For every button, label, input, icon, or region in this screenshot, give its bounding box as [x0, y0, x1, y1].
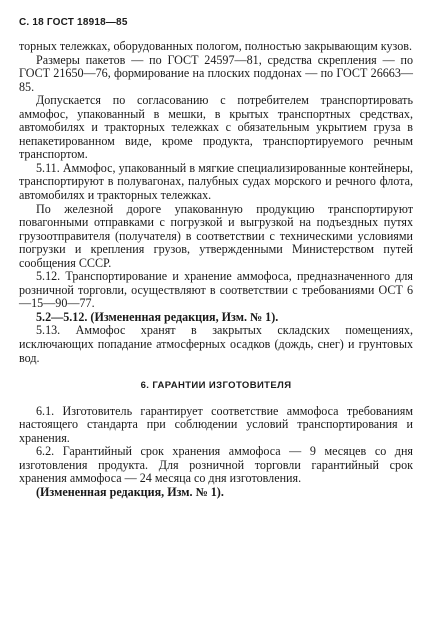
paragraph-6-1: 6.1. Изготовитель гарантирует соответствие аммофоса требованиям настоящего стандарта при соблюдении условий транспортирования и хранения. [19, 403, 413, 445]
paragraph-6-2: 6.2. Гарантийный срок хранения аммофоса — 9 месяцев со дня изготовления продукта. Для розничной торговли гарантийный срок хранения аммофоса — 24 месяца со дня изготовления. [19, 444, 413, 486]
page-content [19, 40, 413, 500]
page-header: С. 18 ГОСТ 18918—85 [19, 17, 128, 28]
paragraph-package-sizes: Размеры пакетов — по ГОСТ 24597—81, средства скрепления — по ГОСТ 21650—76, формирование на плоских поддонах — по ГОСТ 26663—85. [19, 52, 413, 94]
paragraph-railway: По железной дороге упакованную продукцию транспортируют повагонными отправками с погрузкой и выгрузкой на подъездных путях грузоотправителя (получателя) в соответствии с техническими условиями погрузки и крепления грузов, утвержденными Министерством путей сообщения СССР. [19, 201, 413, 270]
section-title: 6. ГАРАНТИИ ИЗГОТОВИТЕЛЯ [140, 380, 292, 392]
paragraph-revision-note-2: (Измененная редакция, Изм. № 1). [36, 484, 224, 499]
paragraph-continuation: торных тележках, оборудованных пологом, полностью закрывающим кузов. [19, 39, 413, 53]
paragraph-5-13: 5.13. Аммофос хранят в закрытых складских помещениях, исключающих попадание атмосферных осадков (дождь, снег) и грунтовых вод. [19, 323, 413, 365]
paragraph-transport-agreement: Допускается по согласованию с потребителем транспортировать аммофос, упакованный в мешки, в крытых транспортных средствах, автомобилях и тракторных тележках с обязательным укрытием груза в непакетированном виде, кроме продукта, транспортируемого речным транспортом. [19, 93, 413, 162]
paragraph-revision-note: 5.2—5.12. (Измененная редакция, Изм. № 1). [36, 309, 279, 324]
paragraph-5-12: 5.12. Транспортирование и хранение аммофоса, предназначенного для розничной торговли, осуществляют в соответствии с требованиями ОСТ 6—15—90—77. [19, 269, 413, 311]
paragraph-5-11: 5.11. Аммофос, упакованный в мягкие специализированные контейнеры, транспортируют в полувагонах, палубных судах морского и речного флота, автомобилях и тракторных тележках. [19, 160, 413, 203]
